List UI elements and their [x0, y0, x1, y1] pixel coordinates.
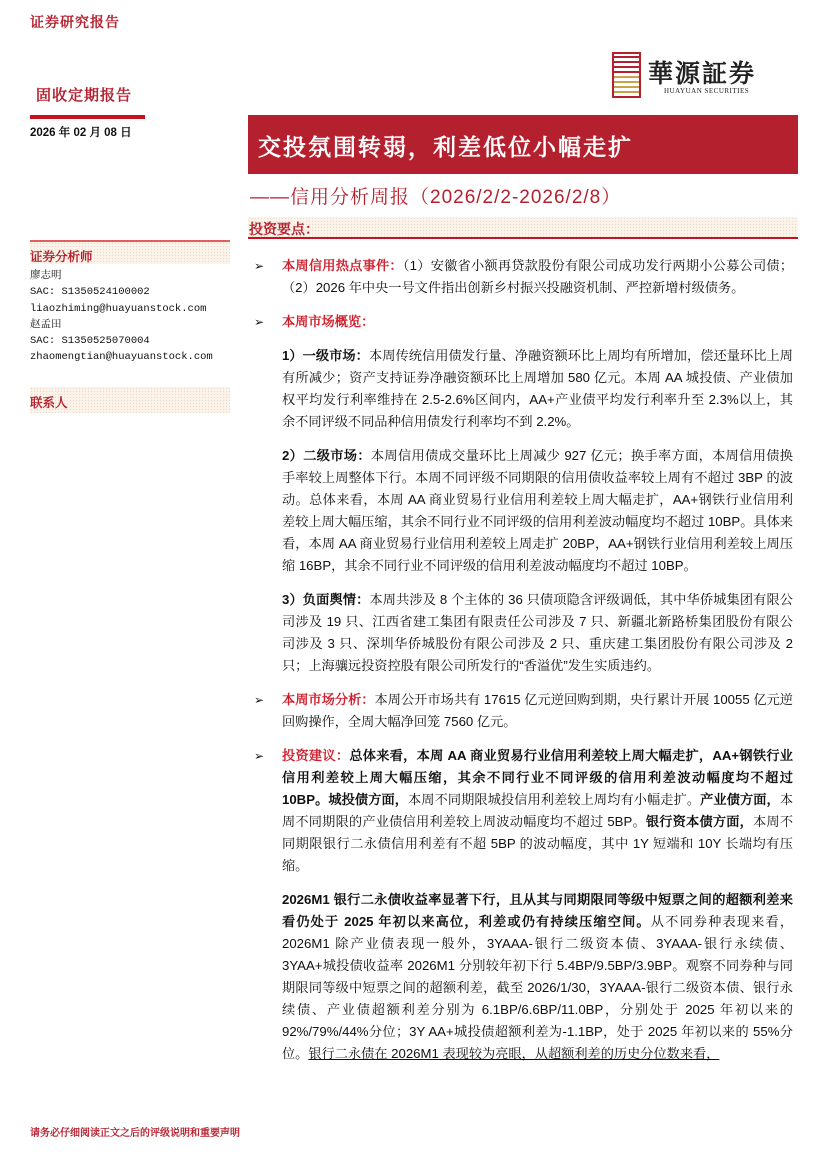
primary-market-paragraph: [248, 345, 793, 433]
hot-events-text: （1）安徽省小额再贷款股份有限公司成功发行两期小公募公司债；（2）2026 年中央一号文件指出创新乡村振兴投融资机制、严控新增村级债务。: [282, 258, 794, 295]
contact-heading: 联系人: [30, 387, 230, 413]
key-points-content: [248, 255, 793, 1077]
advice-label: 投资建议：: [282, 748, 350, 763]
report-category: 固收定期报告: [36, 87, 133, 104]
secondary-market-text: 本周信用债成交量环比上周减少 927 亿元；换手率方面，本周信用债换手率较上周整体下行。本周不同评级不同期限的信用债收益率较上周有不超过 3BP 的波动。总体来看，本周 AA 商业贸易行业信用利差较上周大幅走扩，AA+钢铁行业信用利差较上周大幅压缩，其余不同行业不同评级的信用利差波动幅度均不超过 10BP。具体来看，本周 AA 商业贸易行业信用利差较上周走扩 20BP，AA+钢铁行业信用利差较上周压缩 16BP，其余不同行业不同评级的信用利差波动幅度均不超过 10BP。: [282, 448, 793, 573]
primary-market-text: 本周传统信用债发行量、净融资额环比上周均有所增加，偿还量环比上周有所减少；资产支持证券净融资额环比上周增加 580 亿元。本周 AA 城投债、产业债加权平均发行利率维持在 2.5-2.6%区间内，AA+产业债平均发行利率升至 2.3%以上，其余不同评级不同品种信用债发行利率均不到 2.2%。: [282, 348, 793, 429]
report-label: 证券研究报告: [30, 14, 120, 30]
advice-text: 产业债方面，: [700, 792, 780, 807]
secondary-market-paragraph: [248, 445, 793, 577]
analysts-section: [30, 240, 230, 366]
disclaimer-footer: 请务必仔细阅读正文之后的评级说明和重要声明: [30, 1128, 240, 1139]
report-date: 2026 年 02 月 08 日: [30, 127, 132, 139]
bank-bond-text: 从不同券种表现来看，2026M1 除产业债表现一般外，3YAAA-银行二级资本债、3YAAA-银行永续债、3YAA+城投债收益率 2026M1 分别较年初下行 5.4BP/9.5BP/3.9BP。观察不同券种与同期限同等级中短票之间的超额利差，截至 2026/1/30，3YAAA-银行二级资本债、银行永续债、产业债超额利差分别为 6.1BP/6.6BP/11.0BP，分别处于 2025 年初以来的 92%/79%/44%分位；3Y AA+城投债超额利差为-1.1BP，处于 2025 年初以来的 55%分位。: [282, 914, 794, 1061]
advice-text: 总体来看，本周 AA 商业贸易行业信用利差较上周大幅走扩，AA+钢铁行业信用利差较上周大幅压缩，其余不同行业不同评级的信用利差波动幅度均不超过 10BP。城投债方面，: [282, 748, 793, 807]
advice-text: 本周不同期限银行二永债信用利差有不超 5BP 的波动幅度，其中 1Y 短端和 10Y 长端均有压缩。: [282, 814, 794, 873]
arrow-bullet-icon: ➢: [254, 693, 265, 707]
logo-name-cn: 華源証券: [648, 59, 757, 88]
overview-label: 本周市场概览：: [282, 314, 375, 329]
investment-advice-item: [248, 745, 793, 877]
key-points-heading: [248, 217, 798, 239]
report-title: 交投氛围转弱，利差低位小幅走扩: [258, 134, 633, 160]
advice-text: 本周不同期限的产业债信用利差较上周波动幅度均不超过 5BP。: [282, 792, 793, 829]
advice-text: 银行资本债方面，: [645, 814, 754, 829]
bank-bond-summary: 2026M1 银行二永债收益率显著下行，且从其与同期限同等级中短票之间的超额利差来看仍处于 2025 年初以来高位，利差或仍有持续压缩空间。: [282, 892, 793, 929]
analyst-email[interactable]: liaozhiming@huayuanstock.com: [30, 302, 207, 315]
report-subtitle: ——信用分析周报（2026/2/2-2026/2/8）: [250, 187, 622, 208]
bank-bond-paragraph: [248, 889, 793, 1065]
arrow-bullet-icon: ➢: [254, 259, 265, 273]
analyst-name: 赵孟田: [30, 318, 62, 331]
negative-news-text: 本周共涉及 8 个主体的 36 只债项隐含评级调低，其中华侨城集团有限公司涉及 19 只、江西省建工集团有限责任公司涉及 7 只、新疆北新路桥集团股份有限公司涉及 3 只、深圳华侨城股份有限公司涉及 2 只、重庆建工集团股份有限公司涉及 2 只；上海骧远投资控股有限公司所发行的“香溢优”发生实质违约。: [282, 592, 793, 673]
hot-events-item: [248, 255, 793, 299]
analyst-sac: SAC: S1350525070004: [30, 335, 150, 348]
logo-name-en: HUAYUAN SECURITIES: [664, 87, 750, 95]
bank-bond-underlined: 银行二永债在 2026M1 表现较为亮眼，从超额利差的历史分位数来看，: [308, 1046, 720, 1061]
advice-text: 本周不同期限城投信用利差较上周均有小幅走扩。: [408, 792, 701, 807]
primary-market-label: 1）一级市场：: [282, 348, 369, 363]
analyst-email[interactable]: zhaomengtian@huayuanstock.com: [30, 351, 213, 364]
analyst-name: 廖志明: [30, 270, 62, 282]
key-points-label: 投资要点：: [249, 221, 319, 237]
negative-news-paragraph: [248, 589, 793, 677]
divider: [30, 115, 145, 119]
arrow-bullet-icon: ➢: [254, 315, 265, 329]
negative-news-label: 3）负面舆情：: [282, 592, 370, 607]
company-logo: [612, 52, 792, 100]
analysts-heading: 证券分析师: [30, 242, 230, 264]
hot-events-label: 本周信用热点事件：: [282, 258, 403, 273]
title-banner: [248, 115, 798, 174]
overview-item: [248, 311, 793, 333]
secondary-market-label: 2）二级市场：: [282, 448, 371, 463]
analyst-sac: SAC: S1350524100002: [30, 286, 150, 299]
arrow-bullet-icon: ➢: [254, 749, 265, 763]
market-analysis-label: 本周市场分析：: [282, 692, 375, 707]
market-analysis-item: [248, 689, 793, 733]
market-analysis-text: 本周公开市场共有 17615 亿元逆回购到期，央行累计开展 10055 亿元逆回购操作，全周大幅净回笼 7560 亿元。: [282, 692, 793, 729]
logo-mark-icon: [612, 52, 641, 98]
